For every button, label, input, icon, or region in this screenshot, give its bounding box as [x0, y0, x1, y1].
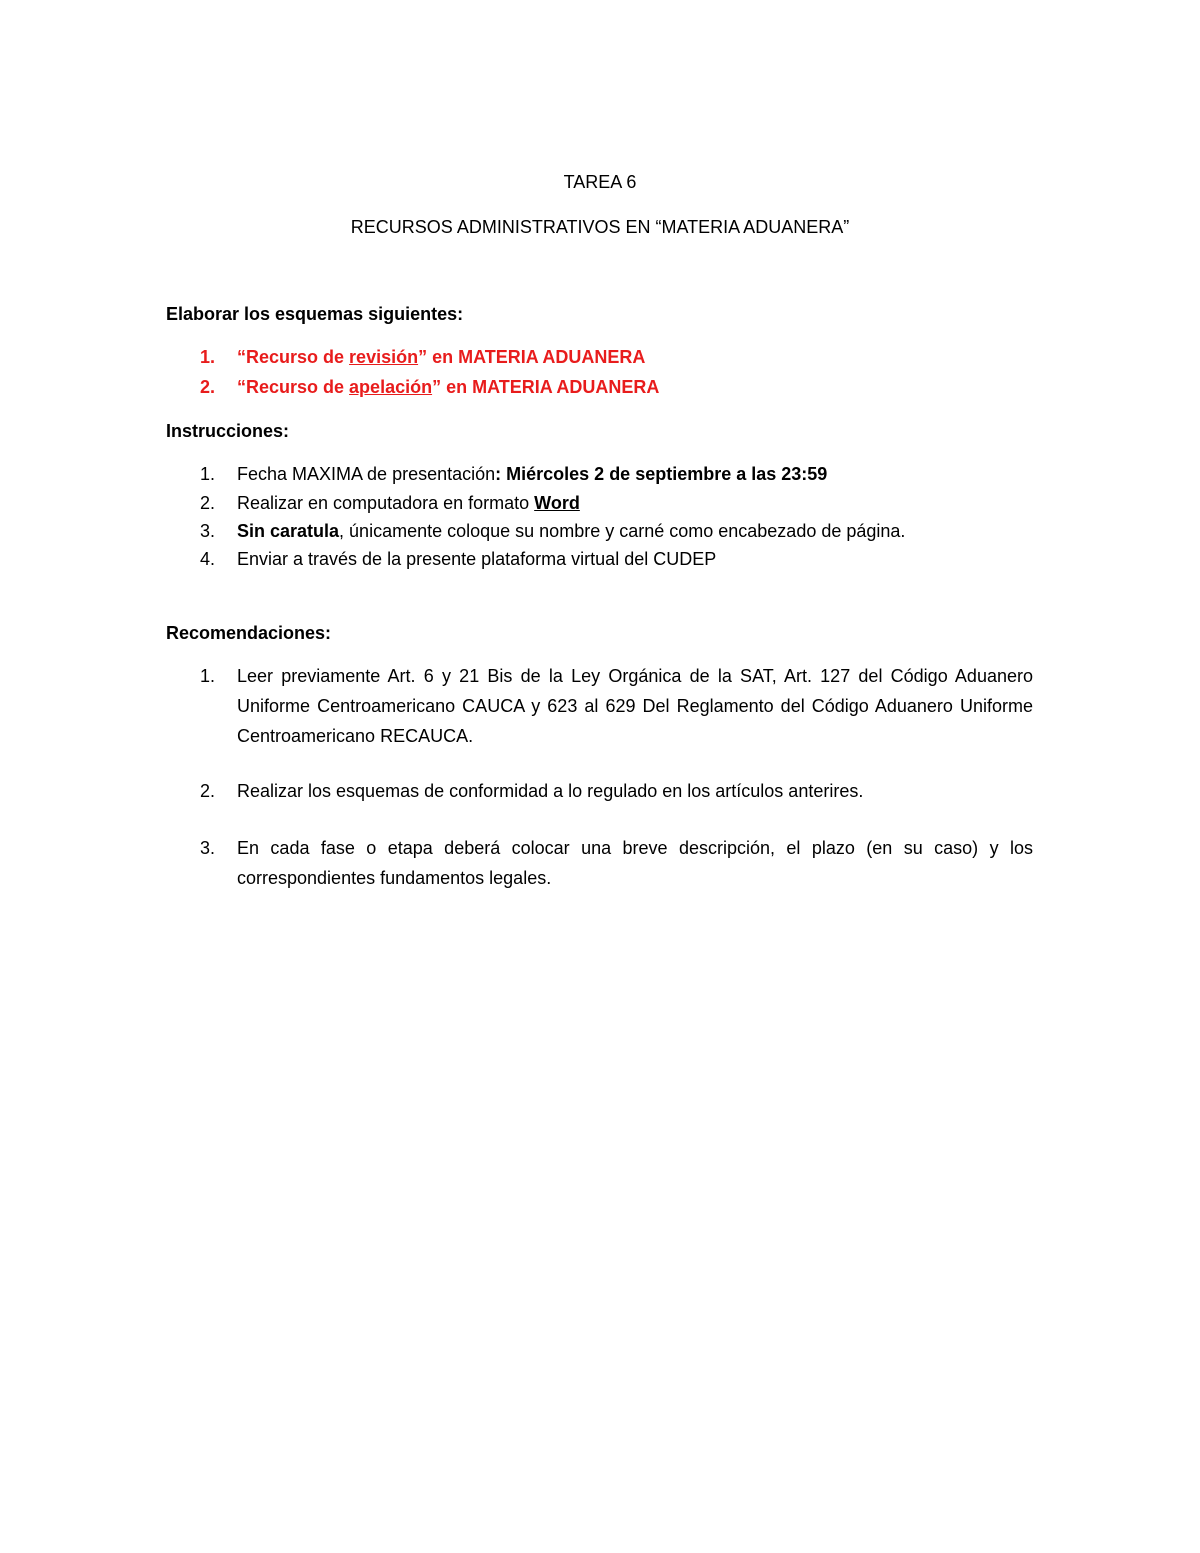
recomendacion-1-number: 1.	[200, 666, 216, 686]
recomendacion-3-number: 3.	[200, 838, 216, 858]
doc-title: TAREA 6	[563, 172, 637, 192]
elaborar-heading: Elaborar los esquemas siguientes:	[166, 304, 464, 324]
recomendacion-2-number: 2.	[200, 781, 216, 801]
recomendacion-3: En cada fase o etapa deberá colocar una breve descripción, el plazo (en su caso) y los correspondientes fundamentos legales.	[237, 838, 1033, 888]
elaborar-item-1: “Recurso de revisión” en MATERIA ADUANERA	[237, 347, 646, 367]
recomendacion-1: Leer previamente Art. 6 y 21 Bis de la Ley Orgánica de la SAT, Art. 127 del Código Aduanero Uniforme Centroamericano CAUCA y 623 al 629 Del Reglamento del Código Aduanero Uniforme Centroamericano RECAUCA.	[237, 666, 1033, 746]
recomendacion-2: Realizar los esquemas de conformidad a lo regulado en los artículos anterires.	[237, 781, 864, 801]
recomendaciones-heading: Recomendaciones:	[166, 623, 332, 643]
doc-subtitle: RECURSOS ADMINISTRATIVOS EN “MATERIA ADUANERA”	[350, 217, 850, 237]
instruccion-3: Sin caratula, únicamente coloque su nombre y carné como encabezado de página.	[237, 521, 906, 541]
instruccion-2-number: 2.	[200, 493, 216, 513]
elaborar-item-2-number: 2.	[200, 377, 216, 397]
instrucciones-heading: Instrucciones:	[166, 421, 290, 441]
instruccion-4: Enviar a través de la presente plataforma virtual del CUDEP	[237, 549, 717, 569]
instruccion-2: Realizar en computadora en formato Word	[237, 493, 580, 513]
instruccion-1: Fecha MAXIMA de presentación: Miércoles 2 de septiembre a las 23:59	[237, 464, 828, 484]
instruccion-4-number: 4.	[200, 549, 216, 569]
instruccion-3-number: 3.	[200, 521, 216, 541]
elaborar-item-2: “Recurso de apelación” en MATERIA ADUANERA	[237, 377, 660, 397]
instruccion-1-number: 1.	[200, 464, 216, 484]
elaborar-item-1-number: 1.	[200, 347, 216, 367]
